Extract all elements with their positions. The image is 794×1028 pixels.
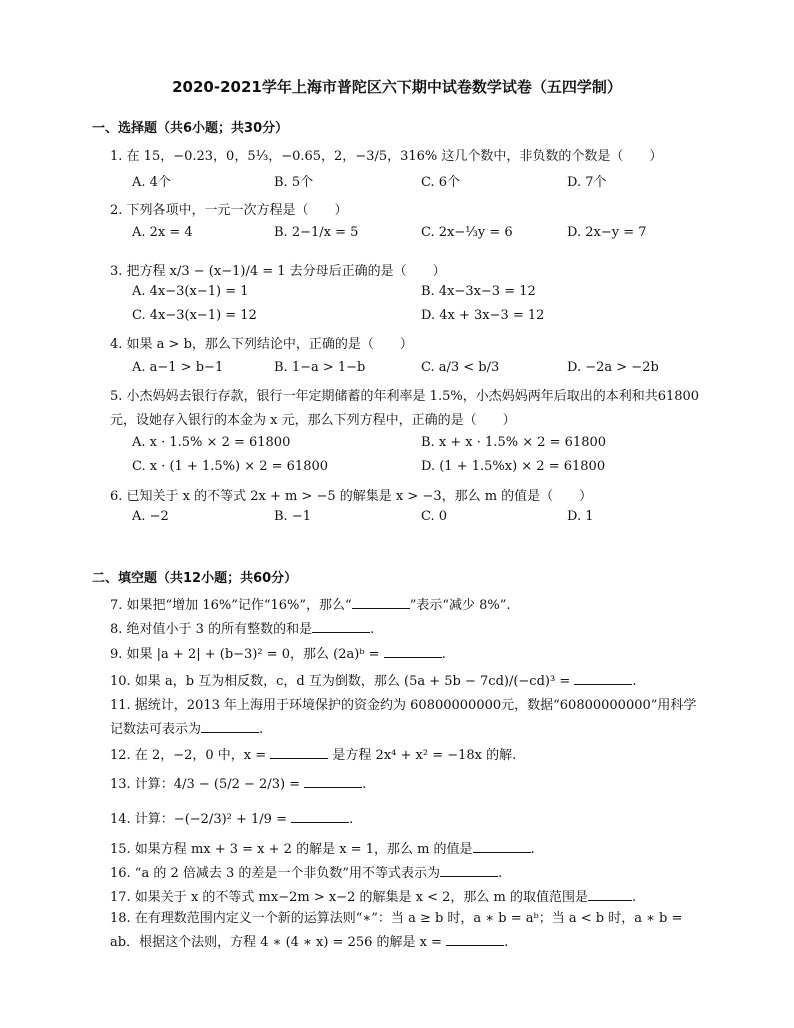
- q15-text-pre: 15. 如果方程 mx + 3 = x + 2 的解是 x = 1，那么 m 的值是: [110, 842, 473, 857]
- q2-option-a: A. 2x = 4: [132, 225, 193, 240]
- q6-option-c: C. 0: [421, 509, 448, 524]
- q12-text-post: 是方程 2x⁴ + x² = −18x 的解.: [328, 748, 517, 763]
- answer-blank[interactable]: [384, 645, 442, 658]
- answer-blank[interactable]: [201, 720, 259, 733]
- q10-text-post: .: [632, 674, 637, 689]
- q16-text-post: .: [498, 866, 503, 881]
- q6-option-b: B. −1: [274, 509, 311, 524]
- q4-option-c: C. a/3 < b/3: [421, 360, 500, 375]
- section-header-choice: 一、选择题（共6小题；共30分）: [92, 121, 289, 136]
- q13-text-pre: 13. 计算：4/3 − (5/2 − 2/3) =: [110, 777, 305, 792]
- question-12: [110, 744, 516, 763]
- q15-text-post: .: [530, 842, 535, 857]
- question-11: [110, 694, 706, 742]
- answer-blank[interactable]: [304, 775, 362, 788]
- q7-text-post: ”表示“减少 8%”.: [409, 598, 511, 613]
- q8-text-post: .: [370, 622, 375, 637]
- q6-option-a: A. −2: [132, 509, 169, 524]
- q1-option-b: B. 5个: [274, 175, 314, 190]
- question-3: 3. 把方程 x/3 − (x−1)/4 = 1 去分母后正确的是（ ）: [110, 264, 446, 279]
- q18-text: 18. 在有理数范围内定义一个新的运算法则“∗”：当 a ≥ b 时，a ∗ b = aᵇ；当 a < b 时，a ∗ b = ab．根据这个法则，方程 4 ∗ (4 ∗ x) = 256 的解是 x =: [110, 911, 683, 950]
- q5-option-c: C. x · (1 + 1.5%) × 2 = 61800: [132, 459, 329, 474]
- q10-text-pre: 10. 如果 a，b 互为相反数，c，d 互为倒数，那么 (5a + 5b − 7cd)/(−cd)³ =: [110, 674, 575, 689]
- q3-option-a: A. 4x−3(x−1) = 1: [132, 284, 249, 299]
- q17-text-post: .: [631, 890, 637, 905]
- answer-blank[interactable]: [440, 864, 498, 877]
- q5-option-a: A. x · 1.5% × 2 = 61800: [132, 435, 291, 450]
- q6-option-d: D. 1: [567, 509, 594, 524]
- q5-option-b: B. x + x · 1.5% × 2 = 61800: [421, 435, 607, 450]
- question-13: [110, 773, 366, 792]
- question-14: [110, 808, 353, 827]
- question-16: [110, 862, 502, 881]
- question-17: [110, 886, 636, 905]
- q1-option-c: C. 6个: [421, 175, 461, 190]
- question-9: [110, 643, 446, 662]
- answer-blank[interactable]: [270, 746, 328, 759]
- answer-blank[interactable]: [312, 620, 370, 633]
- q1-option-d: D. 7个: [567, 175, 607, 190]
- answer-blank[interactable]: [574, 672, 632, 685]
- q11-text: 11. 据统计，2013 年上海用于环境保护的资金约为 60800000000元，数据“60800000000”用科学记数法可表示为: [110, 698, 697, 737]
- q8-text-pre: 8. 绝对值小于 3 的所有整数的和是: [110, 622, 313, 637]
- q9-text-post: .: [441, 647, 446, 662]
- question-15: [110, 838, 535, 857]
- q4-option-d: D. −2a > −2b: [567, 360, 659, 375]
- q7-text-pre: 7. 如果把“增加 16%”记作“16%”，那么“: [110, 598, 352, 613]
- q13-text-post: .: [362, 777, 367, 792]
- q9-text-pre: 9. 如果 |a + 2| + (b−3)² = 0，那么 (2a)ᵇ =: [110, 647, 384, 662]
- question-1: 1. 在 15，−0.23，0，5⅓，−0.65，2，−3/5，316% 这几个数中，非负数的个数是（ ）: [110, 149, 663, 164]
- section-header-fill: 二、填空题（共12小题；共60分）: [92, 571, 298, 586]
- q11-text-post: .: [259, 722, 264, 737]
- q18-text-post: .: [504, 935, 509, 950]
- answer-blank[interactable]: [446, 933, 504, 946]
- q1-option-a: A. 4个: [132, 175, 171, 190]
- answer-blank[interactable]: [352, 596, 410, 609]
- q12-text-pre: 12. 在 2，−2，0 中，x =: [110, 748, 271, 763]
- question-8: [110, 618, 374, 637]
- question-2: 2. 下列各项中，一元一次方程是（ ）: [110, 203, 348, 218]
- question-5: 5. 小杰妈妈去银行存款，银行一年定期储蓄的年利率是 1.5%，小杰妈妈两年后取出的本利和共61800元，设她存入银行的本金为 x 元，那么下列方程中，正确的是（ ）: [110, 389, 700, 428]
- q3-option-d: D. 4x + 3x−3 = 12: [421, 308, 545, 323]
- q14-text-post: .: [349, 812, 354, 827]
- answer-blank[interactable]: [588, 888, 632, 901]
- q4-option-a: A. a−1 > b−1: [132, 360, 224, 375]
- q2-option-b: B. 2−1/x = 5: [274, 225, 359, 240]
- question-7: [110, 594, 511, 613]
- q17-text-pre: 17. 如果关于 x 的不等式 mx−2m > x−2 的解集是 x < 2，那么 m 的取值范围是: [110, 890, 588, 905]
- q3-option-b: B. 4x−3x−3 = 12: [421, 284, 536, 299]
- question-18: [110, 907, 706, 955]
- answer-blank[interactable]: [473, 840, 531, 853]
- page-title: 2020-2021学年上海市普陀区六下期中试卷数学试卷（五四学制）: [172, 78, 622, 96]
- q2-option-d: D. 2x−y = 7: [567, 225, 647, 240]
- answer-blank[interactable]: [291, 810, 349, 823]
- q5-option-d: D. (1 + 1.5%x) × 2 = 61800: [421, 459, 606, 474]
- q3-option-c: C. 4x−3(x−1) = 12: [132, 308, 257, 323]
- question-6: 6. 已知关于 x 的不等式 2x + m > −5 的解集是 x > −3，那么 m 的值是（ ）: [110, 489, 593, 504]
- question-10: [110, 670, 637, 689]
- question-4: 4. 如果 a > b，那么下列结论中，正确的是（ ）: [110, 337, 413, 352]
- q14-text-pre: 14. 计算：−(−2/3)² + 1/9 =: [110, 812, 292, 827]
- q2-option-c: C. 2x−⅓y = 6: [421, 225, 513, 240]
- q4-option-b: B. 1−a > 1−b: [274, 360, 366, 375]
- q16-text-pre: 16. “a 的 2 倍减去 3 的差是一个非负数”用不等式表示为: [110, 866, 441, 881]
